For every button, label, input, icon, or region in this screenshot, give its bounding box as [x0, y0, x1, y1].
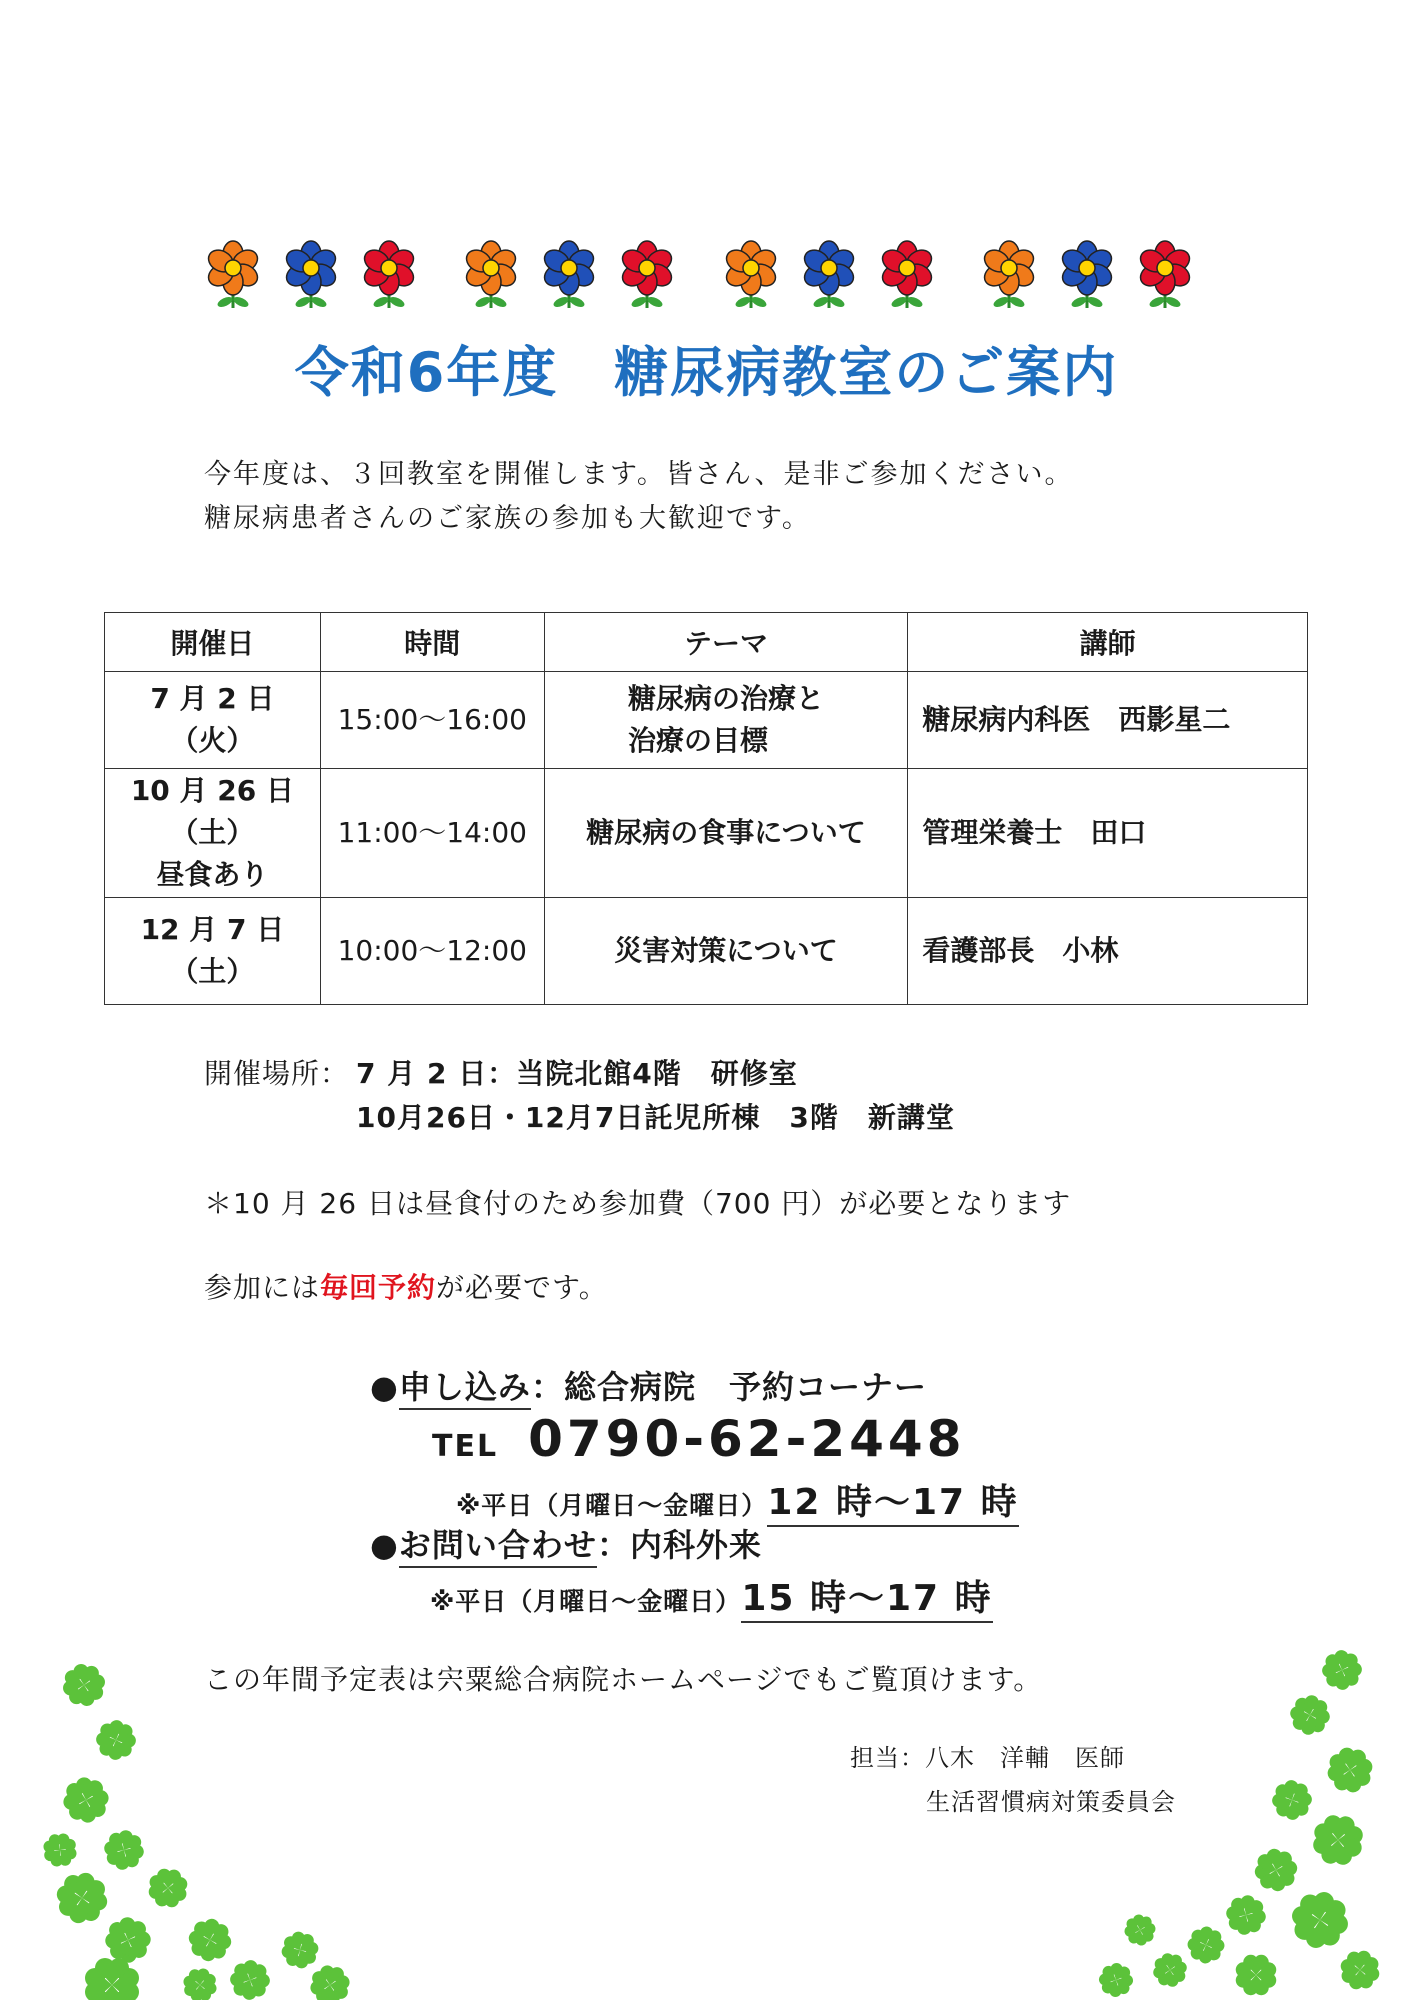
tel-label: TEL — [432, 1429, 499, 1464]
homepage-note: この年間予定表は宍粟総合病院ホームページでもご覧頂けます。 — [204, 1663, 1043, 1696]
reservation-note — [204, 1266, 608, 1306]
inquiry-hours: 15 時～17 時 — [741, 1578, 992, 1623]
clover-icon-group — [0, 1640, 420, 2000]
date-cell — [105, 672, 321, 769]
table-row — [105, 769, 1308, 898]
date-text: 7 月 2 日 — [150, 682, 275, 715]
lunch-note: 昼食あり — [156, 858, 269, 891]
page-title: 令和6年度 糖尿病教室のご案内 — [294, 341, 1119, 404]
clover-decoration-right — [1020, 1640, 1413, 2000]
date-cell — [105, 898, 321, 1005]
time-cell: 15:00～16:00 — [320, 672, 544, 769]
venue-line-2: 10月26日・12月7日託児所棟 3階 新講堂 — [356, 1101, 955, 1134]
theme-cell: 糖尿病の食事について — [544, 769, 908, 898]
weekday-text: （土） — [170, 816, 255, 849]
table-row — [105, 672, 1308, 769]
theme-text-2: 治療の目標 — [628, 724, 769, 757]
table-row — [105, 898, 1308, 1005]
date-text: 10 月 26 日 — [130, 774, 295, 807]
reservation-prefix: 参加には — [204, 1271, 321, 1304]
apply-line — [370, 1362, 927, 1408]
reservation-emphasis: 毎回予約 — [320, 1271, 437, 1304]
bullet-icon: ● — [370, 1368, 399, 1406]
flower-decoration-row — [198, 240, 1208, 312]
inquiry-text: ：内科外来 — [596, 1526, 762, 1564]
table-header-row — [105, 613, 1308, 672]
header-date: 開催日 — [105, 613, 321, 672]
flower-icon — [794, 240, 864, 312]
header-lecturer: 講師 — [908, 613, 1308, 672]
flower-icon — [1052, 240, 1122, 312]
apply-hours: 12 時～17 時 — [767, 1482, 1018, 1527]
flower-icon — [276, 240, 346, 312]
venue-label: 開催場所： — [204, 1057, 350, 1090]
reservation-suffix: が必要です。 — [436, 1271, 608, 1304]
time-cell: 11:00～14:00 — [320, 769, 544, 898]
inquiry-label: お問い合わせ — [399, 1526, 597, 1568]
time-cell: 10:00～12:00 — [320, 898, 544, 1005]
theme-cell: 災害対策について — [544, 898, 908, 1005]
venue-line-1: 7 月 2 日：当院北館4階 研修室 — [356, 1057, 798, 1090]
apply-text: ：総合病院 予約コーナー — [530, 1368, 927, 1406]
clover-decoration-left — [0, 1640, 420, 2000]
header-time: 時間 — [320, 613, 544, 672]
theme-cell — [544, 672, 908, 769]
committee-name: 生活習慣病対策委員会 — [926, 1788, 1176, 1816]
theme-text: 糖尿病の治療と — [628, 682, 825, 715]
weekday-text: （土） — [170, 955, 255, 988]
date-text: 12 月 7 日 — [140, 913, 285, 946]
inquiry-hours-note: ※平日（月曜日～金曜日） — [430, 1587, 742, 1616]
tel-number: 0790-62-2448 — [528, 1410, 966, 1468]
flower-icon — [456, 240, 526, 312]
lecturer-cell: 糖尿病内科医 西影星二 — [908, 672, 1308, 769]
tel-line — [432, 1410, 965, 1468]
flower-icon — [534, 240, 604, 312]
clover-icon-group — [1020, 1640, 1413, 2000]
bullet-icon: ● — [370, 1526, 399, 1564]
date-cell — [105, 769, 321, 898]
flower-icon — [872, 240, 942, 312]
flower-icon — [198, 240, 268, 312]
flower-icon — [612, 240, 682, 312]
lecturer-cell: 管理栄養士 田口 — [908, 769, 1308, 898]
inquiry-hours-line — [430, 1570, 993, 1621]
schedule-table — [104, 612, 1308, 1005]
flower-icon — [1130, 240, 1200, 312]
inquiry-line — [370, 1520, 762, 1566]
intro-line-1: 今年度は、３回教室を開催します。皆さん、是非ご参加ください。 — [204, 459, 1074, 490]
weekday-text: （火） — [170, 724, 255, 757]
apply-label: 申し込み — [399, 1368, 531, 1410]
contact-person: 担当：八木 洋輔 医師 — [850, 1744, 1125, 1772]
intro-line-2: 糖尿病患者さんのご家族の参加も大歓迎です。 — [204, 503, 811, 534]
fee-note: ＊10 月 26 日は昼食付のため参加費（700 円）が必要となります — [204, 1187, 1072, 1220]
lecturer-cell: 看護部長 小林 — [908, 898, 1308, 1005]
apply-hours-note: ※平日（月曜日～金曜日） — [456, 1491, 768, 1520]
flower-icon — [974, 240, 1044, 312]
flower-icon — [716, 240, 786, 312]
apply-hours-line — [456, 1474, 1019, 1525]
header-theme: テーマ — [544, 613, 908, 672]
flower-icon — [354, 240, 424, 312]
